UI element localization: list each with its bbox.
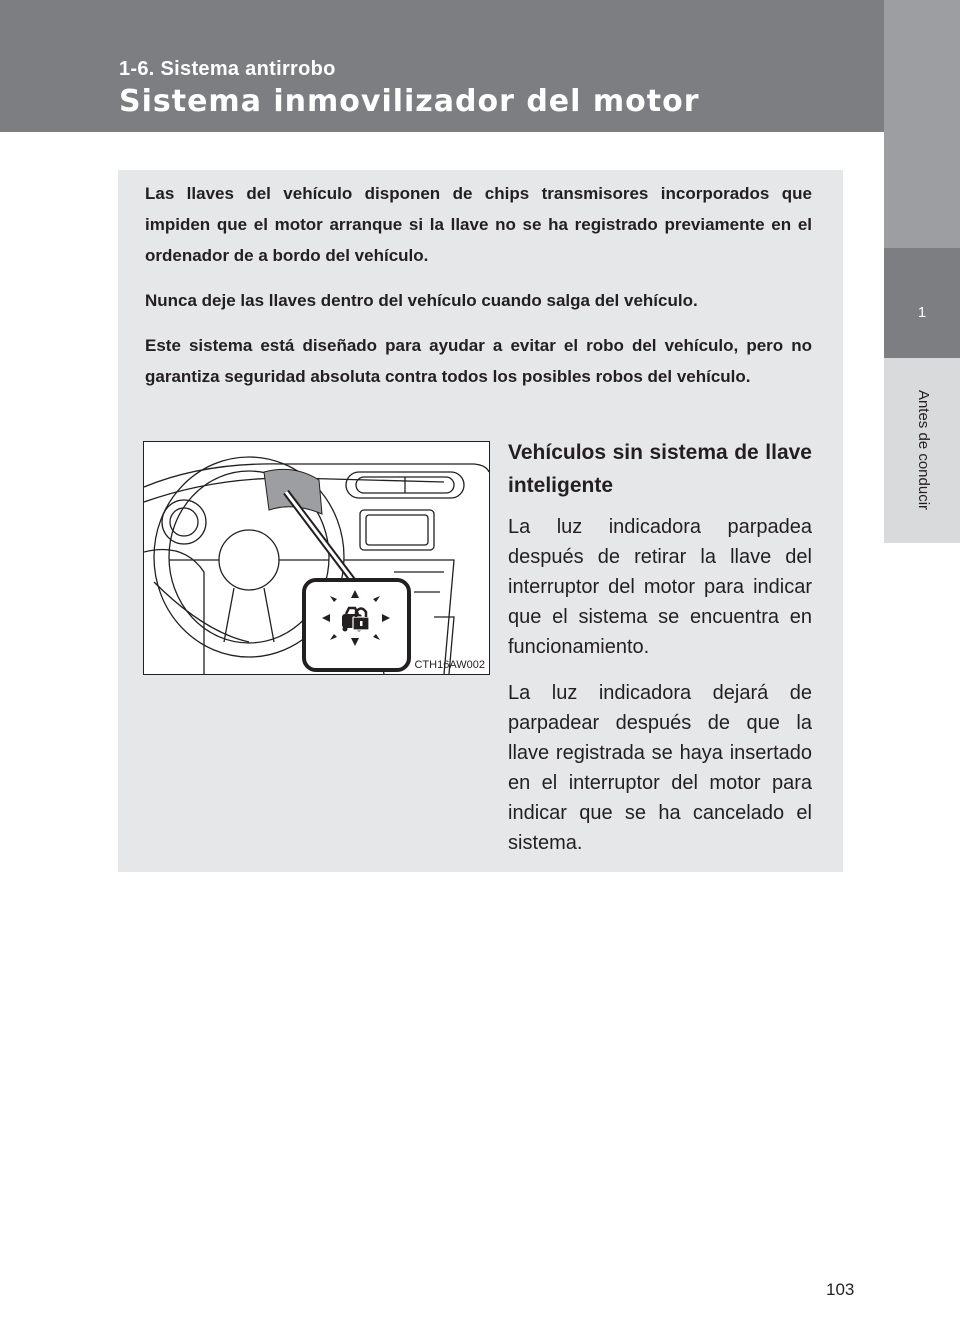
dashboard-illustration xyxy=(143,441,490,675)
chapter-tab[interactable] xyxy=(884,248,960,358)
section-paragraph: La luz indicadora dejará de parpadear después de que la llave registrada se haya insertado en el interruptor del motor para indicar que se ha cancelado el sistema. xyxy=(508,682,812,854)
page-number: 103 xyxy=(826,1280,855,1299)
intro-text xyxy=(145,178,812,406)
intro-paragraph: Las llaves del vehículo disponen de chips transmisores incorporados que impiden que el motor arranque si la llave no se ha registrado previamente en el ordenador de a bordo del vehículo. xyxy=(145,184,812,265)
intro-paragraph: Este sistema está diseñado para ayudar a evitar el robo del vehículo, pero no garantiza seguridad absoluta contra todos los posibles robos del vehículo. xyxy=(145,336,812,386)
section-paragraph: La luz indicadora parpadea después de retirar la llave del interruptor del motor para indicar que el sistema se encuentra en funcionamiento. xyxy=(508,516,812,658)
section-column xyxy=(508,436,812,874)
section-label: 1-6. Sistema antirrobo xyxy=(119,58,336,80)
chapter-number: 1 xyxy=(917,304,927,321)
intro-paragraph: Nunca deje las llaves dentro del vehículo cuando salga del vehículo. xyxy=(145,291,698,310)
dashboard-drawing xyxy=(144,442,489,674)
chapter-title: Antes de conducir xyxy=(915,389,932,511)
figure-code: CTH16AW002 xyxy=(414,659,485,671)
page-title: Sistema inmovilizador del motor xyxy=(119,84,700,119)
section-heading: Vehículos sin sistema de llave inteligente xyxy=(508,441,812,497)
security-indicator-lock-icon xyxy=(342,608,369,632)
side-tab-upper xyxy=(884,0,960,248)
